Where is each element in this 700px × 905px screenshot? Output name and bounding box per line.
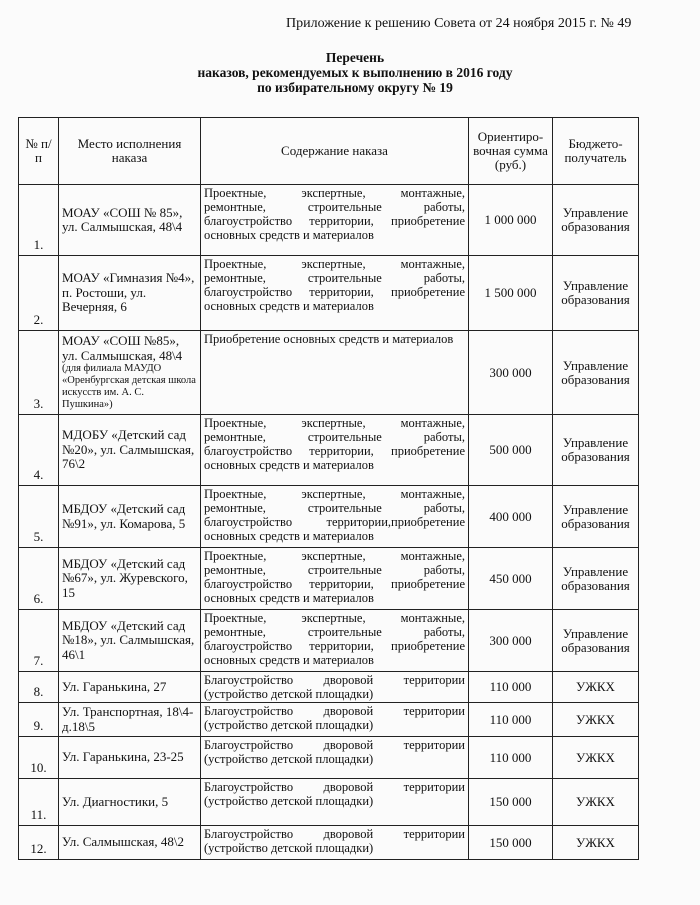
row-place	[59, 610, 201, 672]
row-place-text: Ул. Диагностики, 5	[62, 793, 169, 809]
row-number: 5.	[19, 486, 59, 548]
table-body	[19, 185, 639, 860]
row-recipient: УЖКХ	[553, 826, 639, 860]
title-line-1: Перечень	[325, 50, 385, 65]
row-sum: 110 000	[469, 737, 553, 779]
row-place-text: МОАУ «СОШ № 85», ул. Салмышская, 48\4	[62, 204, 183, 234]
row-sum: 150 000	[469, 826, 553, 860]
row-number: 9.	[19, 703, 59, 737]
row-place-text: МБДОУ «Детский сад №18», ул. Салмышская, 46\1	[62, 617, 195, 662]
row-content: Приобретение основных средств и материалов	[201, 331, 469, 415]
row-content: Проектные, экспертные, монтажные, ремонтные, строительные работы, благоустройство территории, приобретение основных средств и материалов	[201, 185, 469, 256]
row-place-text: МБДОУ «Детский сад №67», ул. Журевского, 15	[62, 555, 188, 600]
row-content: Проектные, экспертные, монтажные, ремонтные, строительные работы, благоустройство территории, приобретение основных средств и материалов	[201, 256, 469, 331]
header-recipient: Бюджето-получатель	[553, 118, 639, 185]
header-num: № п/п	[19, 118, 59, 185]
row-sum: 300 000	[469, 610, 553, 672]
header-sum: Ориентиро-вочная сумма (руб.)	[469, 118, 553, 185]
row-content: Благоустройство дворовой территории (устройство детской площадки)	[201, 703, 469, 737]
row-recipient: Управление образования	[553, 256, 639, 331]
header-content: Содержание наказа	[201, 118, 469, 185]
row-place	[59, 826, 201, 860]
table-row	[19, 185, 639, 256]
row-recipient: УЖКХ	[553, 703, 639, 737]
row-place-text: Ул. Транспортная, 18\4-д.18\5	[62, 704, 194, 734]
row-number: 8.	[19, 672, 59, 703]
table-row	[19, 826, 639, 860]
row-sum: 1 000 000	[469, 185, 553, 256]
row-place-text: МДОБУ «Детский сад №20», ул. Салмышская, 76\2	[62, 427, 195, 472]
row-number: 10.	[19, 737, 59, 779]
row-recipient: Управление образования	[553, 486, 639, 548]
row-place-text: МОАУ «СОШ №85», ул. Салмышская, 48\4	[62, 333, 183, 363]
title-line-3: по избирательному округу № 19	[257, 80, 453, 95]
title-line-2: наказов, рекомендуемых к выполнению в 2016 году	[197, 65, 513, 80]
row-sum: 400 000	[469, 486, 553, 548]
row-place-text: Ул. Гаранькина, 27	[62, 678, 167, 694]
row-content: Благоустройство дворовой территории (устройство детской площадки)	[201, 672, 469, 703]
row-place	[59, 548, 201, 610]
table-row	[19, 486, 639, 548]
row-content: Проектные, экспертные, монтажные, ремонтные, строительные работы, благоустройство территории, приобретение основных средств и материалов	[201, 415, 469, 486]
row-recipient: Управление образования	[553, 185, 639, 256]
row-place	[59, 703, 201, 737]
table-row	[19, 703, 639, 737]
row-recipient: УЖКХ	[553, 737, 639, 779]
table-row	[19, 737, 639, 779]
row-place	[59, 331, 201, 415]
table-row	[19, 779, 639, 826]
row-place-text: Ул. Гаранькина, 23-25	[62, 749, 184, 765]
row-recipient: Управление образования	[553, 610, 639, 672]
document-header: Приложение к решению Совета от 24 ноября 2015 г. № 49	[286, 16, 632, 31]
row-sum: 110 000	[469, 672, 553, 703]
table-row	[19, 610, 639, 672]
row-place	[59, 256, 201, 331]
document-title	[150, 50, 560, 95]
row-place	[59, 779, 201, 826]
row-content: Благоустройство дворовой территории (устройство детской площадки)	[201, 779, 469, 826]
row-number: 2.	[19, 256, 59, 331]
row-content: Проектные, экспертные, монтажные, ремонтные, строительные работы, благоустройство территории, приобретение основных средств и материалов	[201, 548, 469, 610]
row-recipient: УЖКХ	[553, 672, 639, 703]
table-row	[19, 256, 639, 331]
row-number: 1.	[19, 185, 59, 256]
row-recipient: Управление образования	[553, 331, 639, 415]
row-sum: 150 000	[469, 779, 553, 826]
row-recipient: УЖКХ	[553, 779, 639, 826]
orders-table	[18, 117, 639, 860]
row-recipient: Управление образования	[553, 415, 639, 486]
row-content: Проектные, экспертные, монтажные, ремонтные, строительные работы, благоустройство территории,приобретение основных средств и материалов	[201, 486, 469, 548]
row-sum: 1 500 000	[469, 256, 553, 331]
row-number: 11.	[19, 779, 59, 826]
row-place-text: МОАУ «Гимназия №4», п. Ростоши, ул. Вечерняя, 6	[62, 270, 195, 315]
row-number: 7.	[19, 610, 59, 672]
row-place	[59, 737, 201, 779]
row-place	[59, 672, 201, 703]
row-recipient: Управление образования	[553, 548, 639, 610]
row-sum: 500 000	[469, 415, 553, 486]
row-content: Благоустройство дворовой территории (устройство детской площадки)	[201, 826, 469, 860]
table-row	[19, 672, 639, 703]
row-content: Проектные, экспертные, монтажные, ремонтные, строительные работы, благоустройство территории, приобретение основных средств и материалов	[201, 610, 469, 672]
header-place: Место исполнения наказа	[59, 118, 201, 185]
row-place-text: Ул. Салмышская, 48\2	[62, 834, 184, 850]
table-header-row	[19, 118, 639, 185]
table-row	[19, 331, 639, 415]
row-number: 3.	[19, 331, 59, 415]
row-place	[59, 415, 201, 486]
row-number: 12.	[19, 826, 59, 860]
table-row	[19, 548, 639, 610]
row-number: 4.	[19, 415, 59, 486]
row-sum: 450 000	[469, 548, 553, 610]
row-sum: 110 000	[469, 703, 553, 737]
row-place	[59, 185, 201, 256]
row-place-text: МБДОУ «Детский сад №91», ул. Комарова, 5	[62, 501, 186, 531]
row-place-note: (для филиала МАУДО «Оренбургская детская школа искусств им. А. С. Пушкина»)	[62, 363, 196, 410]
row-content: Благоустройство дворовой территории (устройство детской площадки)	[201, 737, 469, 779]
row-sum: 300 000	[469, 331, 553, 415]
row-number: 6.	[19, 548, 59, 610]
row-place	[59, 486, 201, 548]
table-row	[19, 415, 639, 486]
